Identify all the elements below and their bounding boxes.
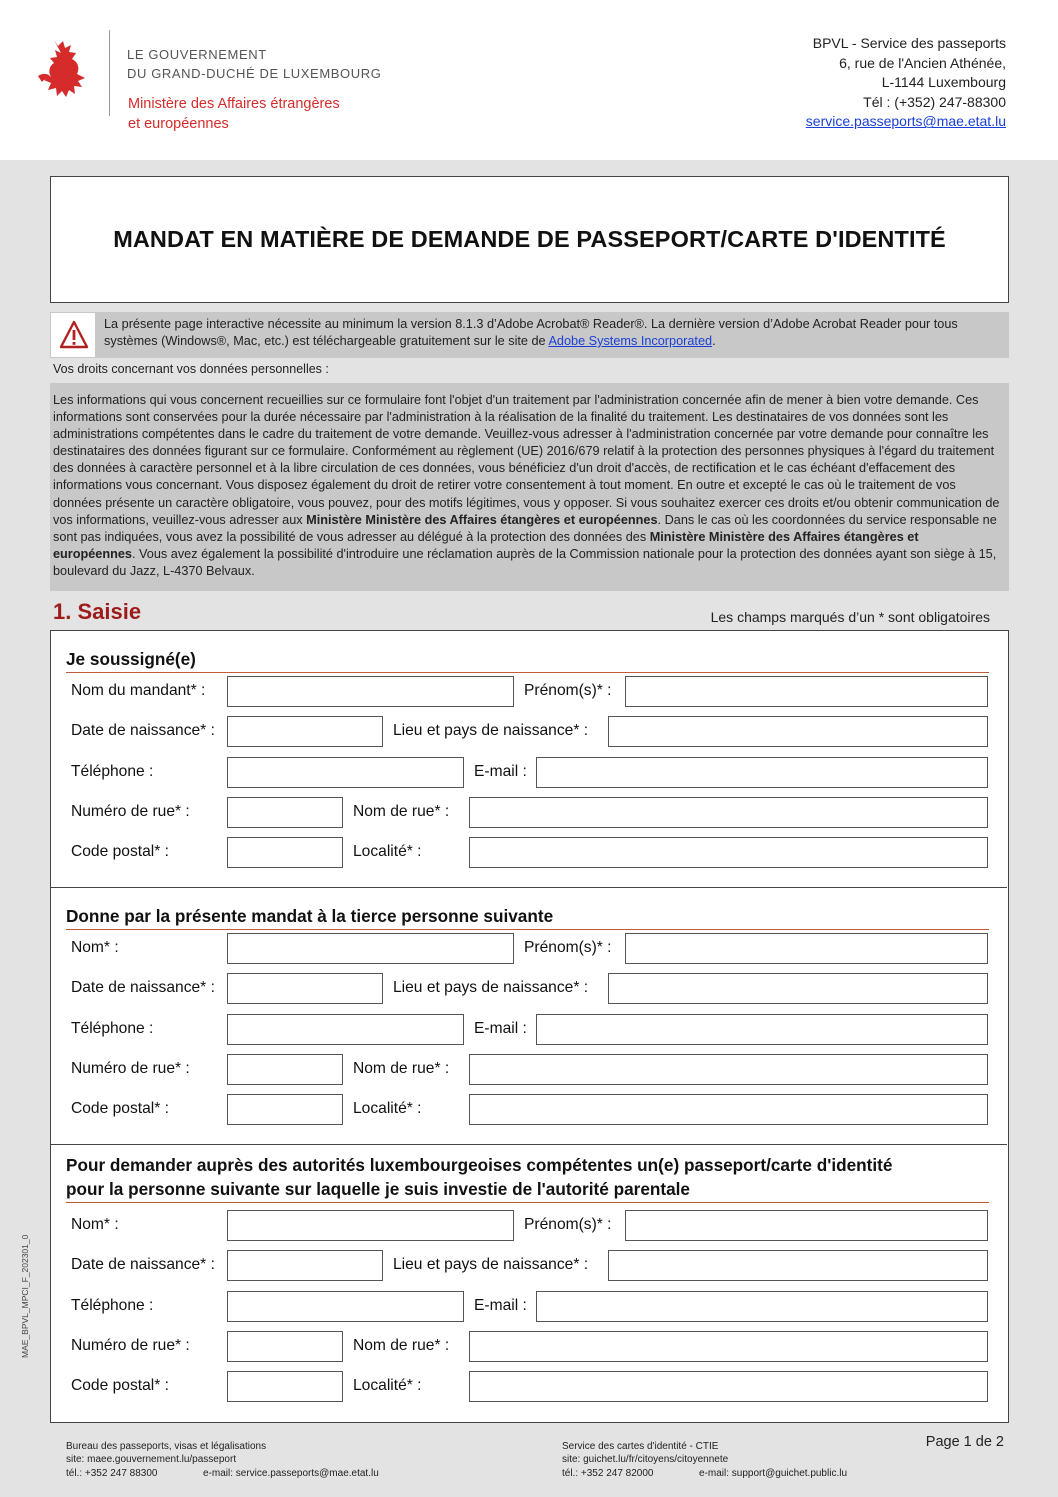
warning-triangle-icon (59, 320, 89, 350)
address-line: L-1144 Luxembourg (881, 74, 1006, 91)
privacy-ministry-bold: Ministère Ministère des Affaires étangères et européennes (53, 529, 919, 561)
page-header (0, 0, 1058, 160)
privacy-text: Les informations qui vous concernent recueillies sur ce formulaire font l'objet d'un traitement par l'administration concernée afin de mener à bien votre demande. Ces informations sont conservées pour la durée nécessaire par l'administration à la réalisation de la finalité du traitement. Les destinataires de vos données sont les administrations compétentes dans le cadre du traitement de votre demande. Veuillez-vous adresser à l'administration concernée par votre demande pour connaître les destinataires des données figurant sur ce formulaire. Conformément au règlement (UE) 2016/679 relatif à la protection des personnes physiques à l'égard du traitement des données à caractère personnel et à la libre circulation de ces données, vous bénéficiez d'un droit d'accès, de rectification et le cas échéant d'effacement des informations vous concernant. Vous disposez également du droit de retirer votre consentement à tout moment. En outre et excepté le cas où le traitement de vos données présente un caractère obligatoire, vous pouvez, pour des motifs légitimes, vous y opposer. Si vous souhaitez exercer ces droits et/ou obtenir communication de vos informations, veuillez-vous adresser aux (53, 393, 1000, 527)
label-city: Localité* : (353, 1100, 422, 1117)
mandator-firstname-input[interactable] (625, 676, 988, 707)
footer-office-name: Service des cartes d'identité - CTIE (562, 1441, 719, 1452)
address-phone: Tél : (+352) 247-88300 (863, 93, 1006, 110)
ministry-name-line2: et européennes (128, 116, 229, 132)
proxy-phone-input[interactable] (227, 1014, 464, 1045)
warning-text-part: La présente page interactive nécessite au minimum la version 8.1.3 d’Adobe Acrobat® Reader®. La dernière version d’Adobe Acrobat Reader pour tous systèmes (Windows®, Mac, etc.) est téléchargeable gratuitement sur le site de (104, 317, 958, 348)
label-street-number: Numéro de rue* : (71, 803, 190, 820)
mandator-birthdate-input[interactable] (227, 716, 383, 747)
child-street-input[interactable] (469, 1331, 988, 1362)
mandator-street-input[interactable] (469, 797, 988, 828)
child-birthplace-input[interactable] (608, 1250, 988, 1281)
form-panel (50, 630, 1009, 1423)
child-firstname-input[interactable] (625, 1210, 988, 1241)
proxy-city-input[interactable] (469, 1094, 988, 1125)
label-email: E-mail : (474, 1020, 527, 1037)
page-number: Page 1 de 2 (925, 1434, 1004, 1450)
privacy-notice (50, 383, 1009, 591)
mandator-city-input[interactable] (469, 837, 988, 868)
footer-contact-row (562, 1467, 847, 1480)
label-birthplace: Lieu et pays de naissance* : (393, 722, 589, 739)
mandator-name-input[interactable] (227, 676, 514, 707)
warning-text (104, 316, 999, 350)
mandator-postcode-input[interactable] (227, 837, 343, 868)
footer-email: e-mail: support@guichet.public.lu (699, 1467, 848, 1479)
footer-contact-row (66, 1467, 379, 1480)
privacy-label: Vos droits concernant vos données personnelles : (53, 362, 329, 376)
label-firstname: Prénom(s)* : (524, 682, 612, 699)
child-email-input[interactable] (536, 1291, 988, 1322)
proxy-birthdate-input[interactable] (227, 973, 383, 1004)
child-phone-input[interactable] (227, 1291, 464, 1322)
form-title: MANDAT EN MATIÈRE DE DEMANDE DE PASSEPORT/CARTE D'IDENTITÉ (113, 226, 946, 252)
acrobat-warning (50, 312, 1009, 358)
lion-logo-icon (36, 36, 88, 102)
proxy-street-number-input[interactable] (227, 1054, 343, 1085)
footer-phone: tél.: +352 247 88300 (66, 1467, 158, 1479)
block-title-line1: Pour demander auprès des autorités luxembourgeoises compétentes un(e) passeport/carte d'identité (66, 1155, 893, 1175)
address-line: 6, rue de l'Ancien Athénée, (839, 54, 1006, 71)
footer-passport-office (66, 1440, 379, 1480)
footer-phone: tél.: +352 247 82000 (562, 1467, 654, 1479)
label-street-number: Numéro de rue* : (71, 1060, 190, 1077)
label-phone: Téléphone : (71, 763, 154, 780)
address-line: BPVL - Service des passeports (812, 35, 1006, 51)
address-email-link[interactable]: service.passeports@mae.etat.lu (805, 113, 1006, 130)
government-name-line2: DU GRAND-DUCHÉ DE LUXEMBOURG (127, 66, 382, 81)
child-street-number-input[interactable] (227, 1331, 343, 1362)
footer-email: e-mail: service.passeports@mae.etat.lu (203, 1467, 379, 1479)
label-email: E-mail : (474, 1297, 527, 1314)
warning-text-end: . (712, 334, 716, 348)
block-title: Donne par la présente mandat à la tierce personne suivante (66, 904, 989, 930)
label-birthplace: Lieu et pays de naissance* : (393, 1256, 589, 1273)
label-name: Nom* : (71, 1216, 119, 1233)
logo-divider (109, 30, 110, 116)
section-title: 1. Saisie (53, 599, 142, 624)
label-firstname: Prénom(s)* : (524, 939, 612, 956)
label-street: Nom de rue* : (353, 1337, 450, 1354)
label-birthdate: Date de naissance* : (71, 1256, 215, 1273)
proxy-email-input[interactable] (536, 1014, 988, 1045)
child-birthdate-input[interactable] (227, 1250, 383, 1281)
label-birthdate: Date de naissance* : (71, 979, 215, 996)
child-name-input[interactable] (227, 1210, 514, 1241)
form-reference-code: MAE_BPVL_MPCI_F_202301_0 (20, 1234, 30, 1358)
footer-site: site: maee.gouvernement.lu/passeport (66, 1454, 237, 1466)
label-postcode: Code postal* : (71, 1100, 169, 1117)
proxy-name-input[interactable] (227, 933, 514, 964)
adobe-link[interactable]: Adobe Systems Incorporated (548, 334, 713, 348)
privacy-text: . Dans le cas où les coordonnées du service responsable ne sont pas indiquées, vous avez la possibilité de vous adresser au délégué à la protection des données des (53, 512, 997, 544)
label-birthdate: Date de naissance* : (71, 722, 215, 739)
mandator-birthplace-input[interactable] (608, 716, 988, 747)
block-title: Je soussigné(e) (66, 647, 989, 673)
mandator-phone-input[interactable] (227, 757, 464, 788)
label-name: Nom du mandant* : (71, 682, 206, 699)
mandatory-note: Les champs marqués d’un * sont obligatoires (710, 609, 990, 625)
warning-icon-box (50, 312, 96, 358)
label-city: Localité* : (353, 1377, 422, 1394)
ministry-name-line1: Ministère des Affaires étrangères (128, 96, 340, 112)
proxy-postcode-input[interactable] (227, 1094, 343, 1125)
label-name: Nom* : (71, 939, 119, 956)
child-city-input[interactable] (469, 1371, 988, 1402)
label-email: E-mail : (474, 763, 527, 780)
footer-site: site: guichet.lu/fr/citoyens/citoyennete (562, 1454, 729, 1466)
block-title (66, 1153, 989, 1203)
proxy-firstname-input[interactable] (625, 933, 988, 964)
office-address (806, 34, 1006, 132)
mandator-block (51, 631, 1007, 887)
child-postcode-input[interactable] (227, 1371, 343, 1402)
label-postcode: Code postal* : (71, 1377, 169, 1394)
label-street: Nom de rue* : (353, 1060, 450, 1077)
label-city: Localité* : (353, 843, 422, 860)
proxy-birthplace-input[interactable] (608, 973, 988, 1004)
form-title-box (50, 176, 1009, 303)
label-birthplace: Lieu et pays de naissance* : (393, 979, 589, 996)
label-postcode: Code postal* : (71, 843, 169, 860)
footer-office-name: Bureau des passeports, visas et légalisations (66, 1441, 267, 1452)
label-firstname: Prénom(s)* : (524, 1216, 612, 1233)
mandator-street-number-input[interactable] (227, 797, 343, 828)
government-name-line1: LE GOUVERNEMENT (127, 47, 267, 62)
privacy-text: . Vous avez également la possibilité d'introduire une réclamation auprès de la Commission nationale pour la protection des données ayant son siège à 15, boulevard du Jazz, L-4370 Belvaux. (53, 546, 997, 578)
label-street: Nom de rue* : (353, 803, 450, 820)
proxy-street-input[interactable] (469, 1054, 988, 1085)
label-phone: Téléphone : (71, 1297, 154, 1314)
label-street-number: Numéro de rue* : (71, 1337, 190, 1354)
footer-id-card-office (562, 1440, 847, 1480)
privacy-ministry-bold: Ministère Ministère des Affaires étangères et européennes (306, 512, 658, 527)
child-block (51, 1144, 1007, 1422)
label-phone: Téléphone : (71, 1020, 154, 1037)
mandator-email-input[interactable] (536, 757, 988, 788)
proxy-block (51, 887, 1007, 1144)
block-title-line2: pour la personne suivante sur laquelle je suis investie de l'autorité parentale (66, 1179, 690, 1199)
